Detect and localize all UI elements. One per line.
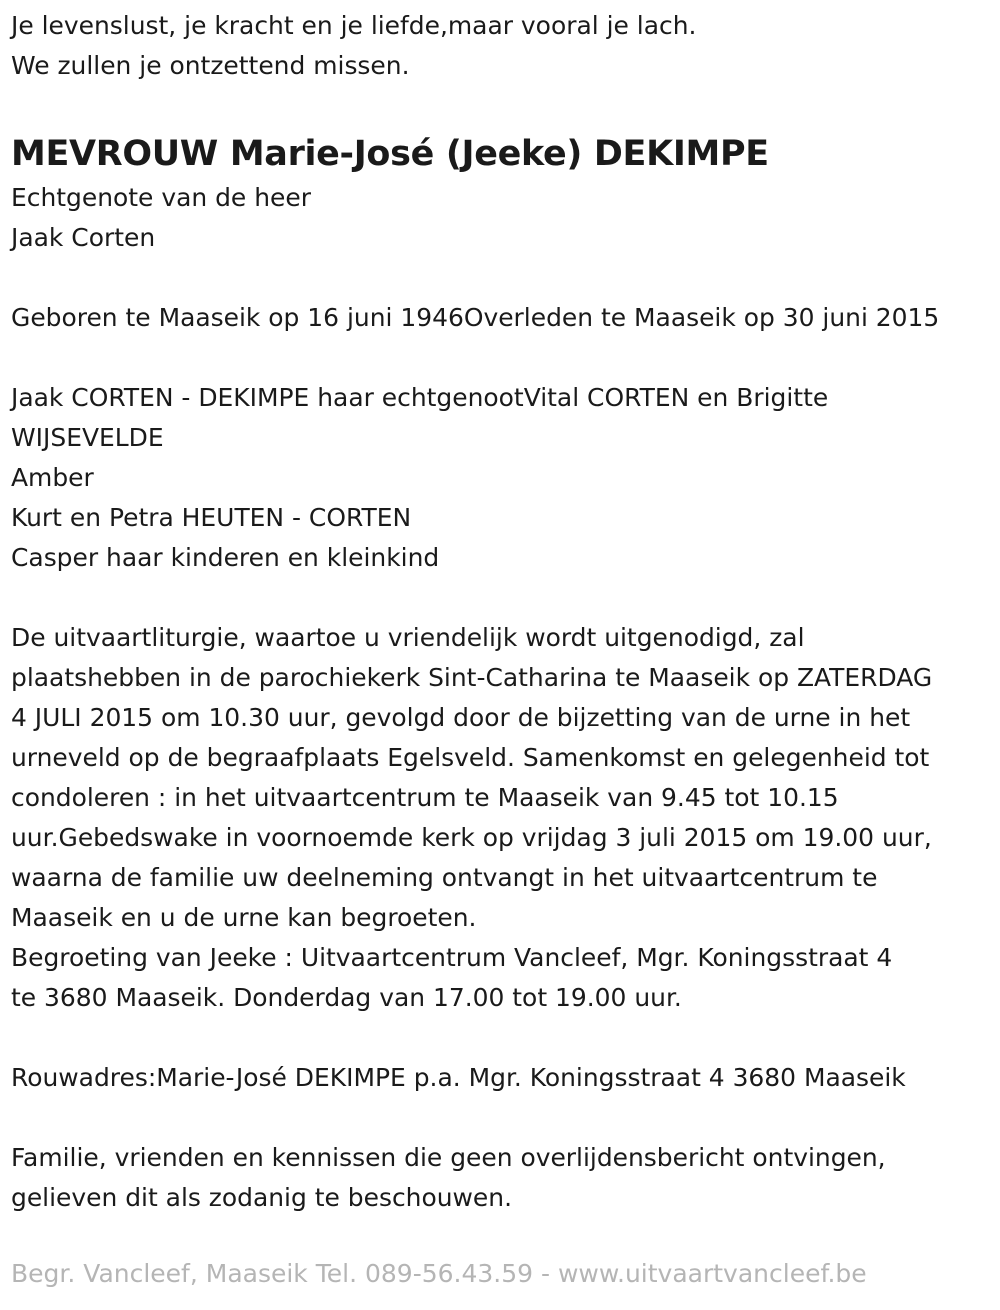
spacer [11, 578, 991, 618]
spacer [11, 338, 991, 378]
closing-note [11, 1138, 991, 1218]
birth-death-dates: Geboren te Maaseik op 16 juni 1946Overleden te Maaseik op 30 juni 2015 [11, 303, 940, 332]
spacer [11, 1018, 991, 1058]
intro-line: Je levenslust, je kracht en je liefde,maar vooral je lach. [11, 11, 697, 40]
deceased-name: MEVROUW Marie-José (Jeeke) DEKIMPE [11, 134, 769, 174]
family-line: Casper haar kinderen en kleinkind [11, 543, 440, 572]
ceremony-line: De uitvaartliturgie, waartoe u vriendelijk wordt uitgenodigd, zal [11, 623, 805, 652]
intro-quote [11, 6, 991, 86]
spouse-name: Jaak Corten [11, 223, 156, 252]
closing-line: Familie, vrienden en kennissen die geen overlijdensbericht ontvingen, [11, 1143, 886, 1172]
family-list [11, 378, 991, 578]
ceremony-line: Begroeting van Jeeke : Uitvaartcentrum Vancleef, Mgr. Koningsstraat 4 [11, 943, 893, 972]
ceremony-line: condoleren : in het uitvaartcentrum te Maaseik van 9.45 tot 10.15 [11, 783, 839, 812]
ceremony-line: te 3680 Maaseik. Donderdag van 17.00 tot 19.00 uur. [11, 983, 682, 1012]
closing-line: gelieven dit als zodanig te beschouwen. [11, 1183, 513, 1212]
family-line: Amber [11, 463, 94, 492]
spacer [11, 258, 991, 298]
family-line: Jaak CORTEN - DEKIMPE haar echtgenootVital CORTEN en Brigitte [11, 383, 829, 412]
obituary-notice [11, 6, 991, 1218]
funeral-home-footer: Begr. Vancleef, Maaseik Tel. 089-56.43.59 - www.uitvaartvancleef.be [11, 1259, 867, 1288]
ceremony-line: urneveld op de begraafplaats Egelsveld. Samenkomst en gelegenheid tot [11, 743, 930, 772]
ceremony-line: waarna de familie uw deelneming ontvangt in het uitvaartcentrum te [11, 863, 878, 892]
ceremony-line: uur.Gebedswake in voornoemde kerk op vrijdag 3 juli 2015 om 19.00 uur, [11, 823, 932, 852]
spacer [11, 86, 991, 130]
intro-line: We zullen je ontzettend missen. [11, 51, 410, 80]
spacer [11, 1098, 991, 1138]
family-line: Kurt en Petra HEUTEN - CORTEN [11, 503, 412, 532]
ceremony-line: plaatshebben in de parochiekerk Sint-Catharina te Maaseik op ZATERDAG [11, 663, 933, 692]
ceremony-details [11, 618, 991, 1018]
family-line: WIJSEVELDE [11, 423, 164, 452]
ceremony-line: 4 JULI 2015 om 10.30 uur, gevolgd door de bijzetting van de urne in het [11, 703, 911, 732]
mourning-address: Rouwadres:Marie-José DEKIMPE p.a. Mgr. Koningsstraat 4 3680 Maaseik [11, 1063, 906, 1092]
spouse-line: Echtgenote van de heer [11, 183, 311, 212]
ceremony-line: Maaseik en u de urne kan begroeten. [11, 903, 477, 932]
